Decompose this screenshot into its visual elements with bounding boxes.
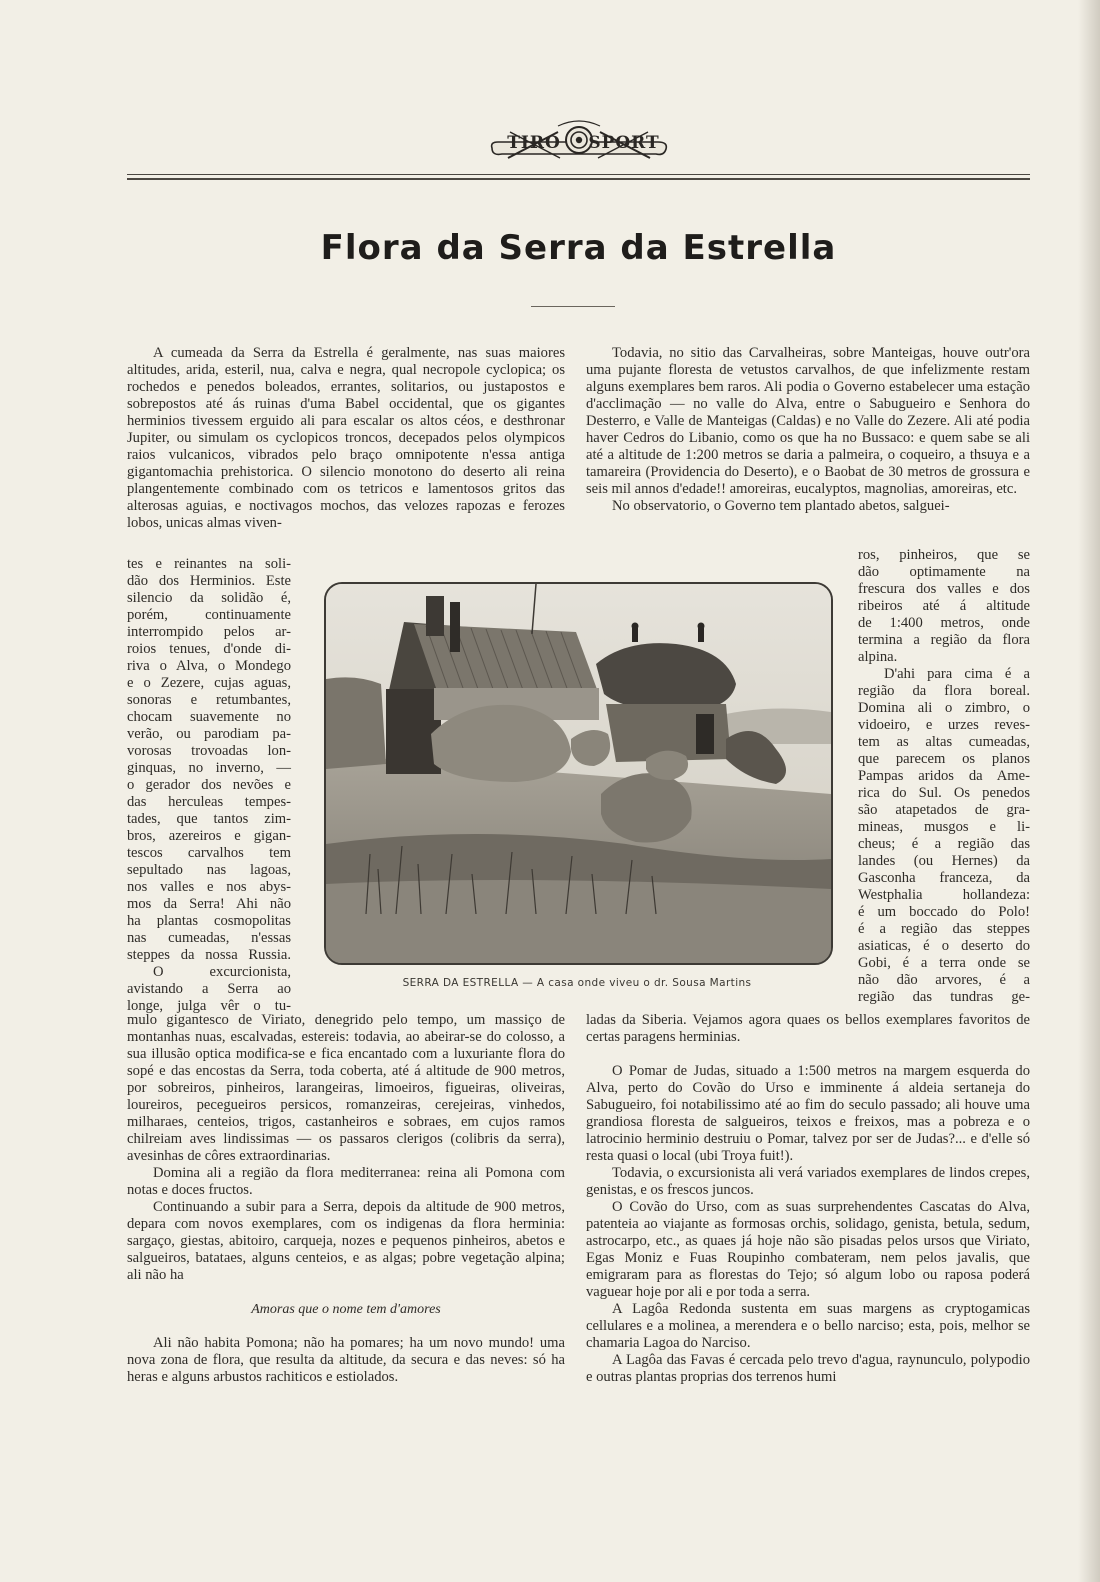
masthead-logo (488, 118, 670, 164)
text-line: Domina ali o zimbro, o (858, 700, 1030, 716)
text-line: nos valles e nos abys- (127, 879, 291, 895)
text-line: asiaticas, é o deserto do (858, 938, 1030, 954)
text-line: das herculeas tempes- (127, 794, 291, 810)
paragraph: O Pomar de Judas, situado a 1:500 metros na margem esquerda do Alva, perto do Covão do Urso e imminente á aldeia sertaneja do Sabugueiro, foi notabilissimo até ao fim do seculo passado; ali houve uma grandiosa floresta de salgueiros, teixos e freixos, mas a pobreza e o latrocinio herminio destruiu o Pomar, talvez por ser de Judas?... e d'elle só resta quasi o local (ubi Troya fuit!). (586, 1063, 1030, 1164)
text-line: ribeiros até á altitude (858, 598, 1030, 614)
text-line: vorosas trovoadas lon- (127, 743, 291, 759)
text-line: Westphalia hollandeza: (858, 887, 1030, 903)
text-line: rica do Sul. Os penedos (858, 785, 1030, 801)
paragraph: Todavia, o excursionista ali verá variados exemplares de lindos crepes, genistas, e os frescos juncos. (586, 1165, 1030, 1198)
text-line: cheus; é a região das (858, 836, 1030, 852)
paragraph: O Covão do Urso, com as suas surprehendentes Cascatas do Alva, patenteia ao viajante as formosas orchis, solidago, genista, betula, sedum, astrocarpo, etc., as quaes já hoje não são pisadas pelos ursos que Viriato, Egas Moniz e Fuas Roupinho combateram, nem pelos javalis, que emigraram para as florestas do Tejo; só algum lobo ou raposa poderá vaguear hoje por ali e por toda a serra. (586, 1199, 1030, 1300)
text-line: sonoras e retumbantes, (127, 692, 291, 708)
right-column-bottom (586, 1012, 1030, 1386)
text-line: são atapetados de gra- (858, 802, 1030, 818)
paragraph: No observatorio, o Governo tem plantado abetos, salguei- (612, 498, 950, 514)
text-line: e o Zezere, cujas aguas, (127, 675, 291, 691)
text-line: não dão arvores, é a (858, 972, 1030, 988)
photo-illustration (326, 584, 831, 963)
text-line: frescura dos valles e dos (858, 581, 1030, 597)
right-column-top (586, 345, 1030, 515)
text-line: silencio da solidão é, (127, 590, 291, 606)
text-line: região da flora boreal. (858, 683, 1030, 699)
text-line: região das tundras ge- (858, 989, 1030, 1005)
text-line: dão dos Herminios. Este (127, 573, 291, 589)
text-line: sepultado nas lagoas, (127, 862, 291, 878)
text-line: é a região das steppes (858, 921, 1030, 937)
text-line: verão, ou parodiam pa- (127, 726, 291, 742)
left-column-top (127, 345, 565, 532)
text-line: Gobi, é a terra onde se (858, 955, 1030, 971)
text-line: nas cumeadas, n'essas (127, 930, 291, 946)
text-line: de 1:400 metros, onde (858, 615, 1030, 631)
left-column-narrow (127, 556, 291, 1015)
svg-text:TIRO: TIRO (507, 133, 561, 153)
text-line: tes e reinantes na soli- (127, 556, 291, 572)
text-line: tades, que tantos zim- (127, 811, 291, 827)
text-line: interrompido pelos ar- (127, 624, 291, 640)
section-subheading: Amoras que o nome tem d'amores (251, 1302, 441, 1317)
text-line: Gasconha franceza, da (858, 870, 1030, 886)
text-line: Pampas aridos da Ame- (858, 768, 1030, 784)
photo-caption: SERRA DA ESTRELLA — A casa onde viveu o dr. Sousa Martins (402, 977, 752, 989)
text-line: mos da Serra! Ahi não (127, 896, 291, 912)
right-column-narrow (858, 547, 1030, 1006)
paragraph: Continuando a subir para a Serra, depois da altitude de 900 metros, depara com novos exemplares, com os indigenas da flora herminia: sargaço, giestas, abitoiro, carqueja, nozes e pequenos pinheiros, abetos e salgueiros, batataes, alguns centeios, e as algas; pobre vegetação alpina; ali não ha (127, 1199, 565, 1283)
text-line: ginquas, no inverno, — (127, 760, 291, 776)
text-line: tescos carvalhos tem (127, 845, 291, 861)
text-line: tem as altas cumeadas, (858, 734, 1030, 750)
text-line: ha plantas cosmopolitas (127, 913, 291, 929)
text-line: bros, azereiros e gigan- (127, 828, 291, 844)
text-line: O excurcionista, (153, 964, 291, 980)
text-line: é um boccado do Polo! (858, 904, 1030, 920)
text-line: que parecem os planos (858, 751, 1030, 767)
svg-text:SPORT: SPORT (588, 133, 660, 153)
text-line: o gerador dos nevões e (127, 777, 291, 793)
text-line: mineas, musgos e li- (858, 819, 1030, 835)
text-line: riva o Alva, o Mondego (127, 658, 291, 674)
title-divider (531, 306, 615, 307)
paragraph: mulo gigantesco de Viriato, denegrido pelo tempo, um massiço de montanhas nuas, escalvadas, estereis: todavia, ao abeirar-se do colosso, a sua illusão optica modifica-se e fica encantado com a luxuriante flora do sopé e das encostas da Serra, toda coberta, até á altitude de 900 metros, por sobreiros, pinheiros, larangeiras, limoeiros, figueiras, oliveiras, loureiros, pecegueiros persicos, romanzeiras, cerejeiras, vinhedos, milharaes, centeios, trigos, castanheiros e sobraes, em cujos ramos chilreiam aves lindissimas — os passaros clerigos (colibris da serra), avesinhas de côres extraordinarias. (127, 1012, 565, 1164)
paragraph: A cumeada da Serra da Estrella é geralmente, nas suas maiores altitudes, arida, esteril, nua, calva e negra, qual necropole cyclopica; os rochedos e penedos boleados, errantes, solitarios, ou justapostos e sobrepostos até ás ruinas d'uma Babel occidental, que os gigantes herminios tivessem erguido ali para escalar os altos céos, e desthronar Jupiter, ou simulam os cyclopicos troncos, decepados pelos olympicos raios vulcanicos, vibrados pelo braço omnipotente n'essa antiga gigantomachia prehistorica. O silencio monotono do deserto ali reina plangentemente combinado com os tetricos e lamentosos gritos das alterosas aguias, e noctivagos mochos, das velozes rapozas e ferozes lobos, unicas almas viven- (127, 345, 565, 531)
text-line: avistando a Serra ao (127, 981, 291, 997)
article-title: Flora da Serra da Estrella (320, 228, 837, 268)
text-line: D'ahi para cima é a (884, 666, 1030, 682)
text-line: longe, julga vêr o tu- (127, 998, 291, 1014)
paragraph: Todavia, no sitio das Carvalheiras, sobre Manteigas, houve outr'ora uma pujante floresta de vetustos carvalhos, de que infelizmente restam alguns exemplares bem raros. Ali podia o Governo estabelecer uma estação d'acclimação — no valle do Alva, entre o Sabugueiro e Senhora do Desterro, e Valle de Manteigas (Caldas) e no Valle do Zezere. Ali até podia haver Cedros do Libanio, como os que ha no Bussaco: e quem sabe se ali até a altitude de 1:200 metros se daria a palmeira, o coqueiro, a thsuya e a tamareira (Providencia do Deserto), e o Baobat de 30 metros de grossura e seis mil annos d'edade!! amoreiras, eucalyptos, magnolias, amoreiras, etc. (586, 345, 1030, 497)
paragraph: Domina ali a região da flora mediterranea: reina ali Pomona com notas e doces fructos. (127, 1165, 565, 1198)
text-line: roios tenues, d'onde di- (127, 641, 291, 657)
text-line: termina a região da flora (858, 632, 1030, 648)
header-rule-thin (127, 174, 1030, 175)
paragraph: A Lagôa Redonda sustenta em suas margens as cryptogamicas cellulares e a molinea, a merendera e o bello narciso; esta, pois, melhor se chamaria Lagoa do Narciso. (586, 1301, 1030, 1351)
header-rule-thick (127, 178, 1030, 180)
paragraph: A Lagôa das Favas é cercada pelo trevo d'agua, raynunculo, polypodio e outras plantas proprias dos terrenos humi (586, 1352, 1030, 1385)
text-line: dão optimamente na (858, 564, 1030, 580)
paragraph: Ali não habita Pomona; não ha pomares; ha um novo mundo! uma nova zona de flora, que resulta da altitude, da secura e das neves: só ha heras e alguns arbustos rachiticos e estiolados. (127, 1335, 565, 1385)
text-line: steppes da nossa Russia. (127, 947, 291, 963)
paragraph: ladas da Siberia. Vejamos agora quaes os bellos exemplares favoritos de certas paragens herminias. (586, 1012, 1030, 1045)
text-line: ros, pinheiros, que se (858, 547, 1030, 563)
text-line: porém, continuamente (127, 607, 291, 623)
text-line: vidoeiro, e urzes reves- (858, 717, 1030, 733)
photo-serra-da-estrella (324, 582, 833, 965)
page-edge-shadow (1078, 0, 1100, 1582)
text-line: alpina. (858, 649, 898, 665)
text-line: landes (ou Hernes) da (858, 853, 1030, 869)
left-column-bottom (127, 1012, 565, 1386)
text-line: chocam suavemente no (127, 709, 291, 725)
